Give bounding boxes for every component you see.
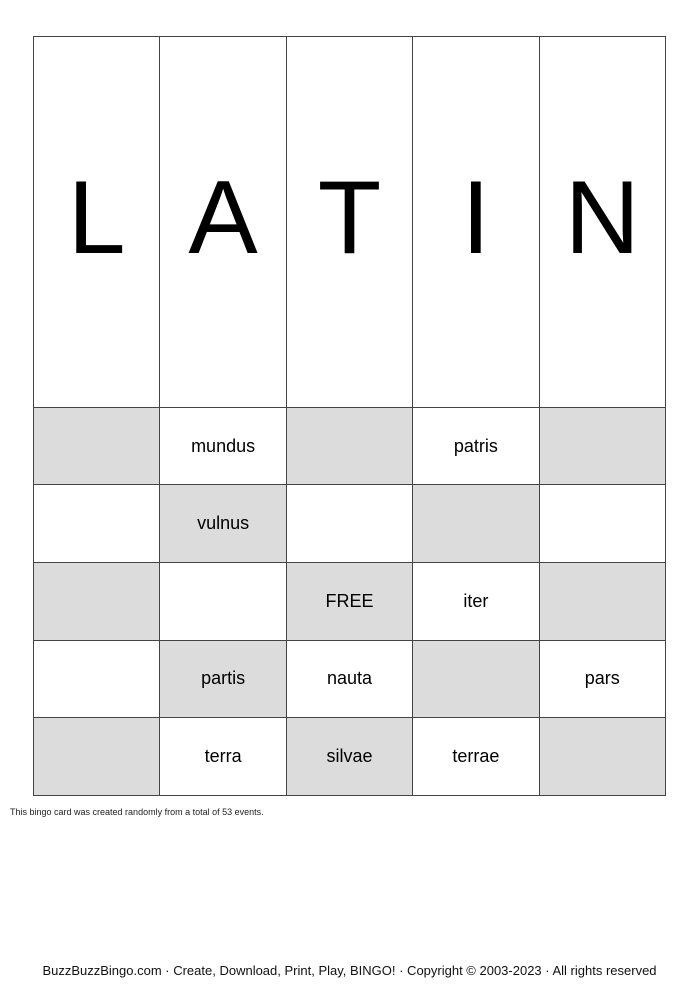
grid-cell [286,407,412,485]
grid-cell [539,407,665,485]
grid-cell: nauta [286,640,412,718]
bingo-card [33,36,666,796]
grid-cell [539,485,665,563]
header-cell-l [34,37,160,408]
grid-cell: vulnus [160,485,286,563]
header-letter: A [188,159,258,276]
header-row [34,37,666,408]
grid-cell [539,718,665,796]
grid-cell: terra [160,718,286,796]
grid-cell: terrae [413,718,539,796]
card-generation-note: This bingo card was created randomly from a total of 53 events. [10,807,264,817]
grid-cell: silvae [286,718,412,796]
grid-row [34,562,666,640]
header-cell-n [539,37,665,408]
header-letter: N [564,159,640,276]
grid-cell: iter [413,562,539,640]
grid-cell [34,718,160,796]
grid-cell: partis [160,640,286,718]
grid-cell: pars [539,640,665,718]
header-letter: L [67,159,126,276]
grid-row [34,640,666,718]
grid-cell [34,562,160,640]
header-cell-i [413,37,539,408]
header-cell-a [160,37,286,408]
grid-row [34,718,666,796]
grid-cell [413,640,539,718]
grid-cell [34,485,160,563]
grid-row [34,485,666,563]
grid-cell [413,485,539,563]
grid-cell [34,407,160,485]
grid-cell: mundus [160,407,286,485]
header-cell-t [286,37,412,408]
header-letter: I [461,159,491,276]
free-space-cell: FREE [286,562,412,640]
grid-cell: patris [413,407,539,485]
header-letter: T [317,159,382,276]
site-footer: BuzzBuzzBingo.com · Create, Download, Print, Play, BINGO! · Copyright © 2003-2023 · All rights reserved [42,963,657,978]
grid-cell [34,640,160,718]
grid-cell [286,485,412,563]
grid-row [34,407,666,485]
grid-cell [160,562,286,640]
grid-cell [539,562,665,640]
